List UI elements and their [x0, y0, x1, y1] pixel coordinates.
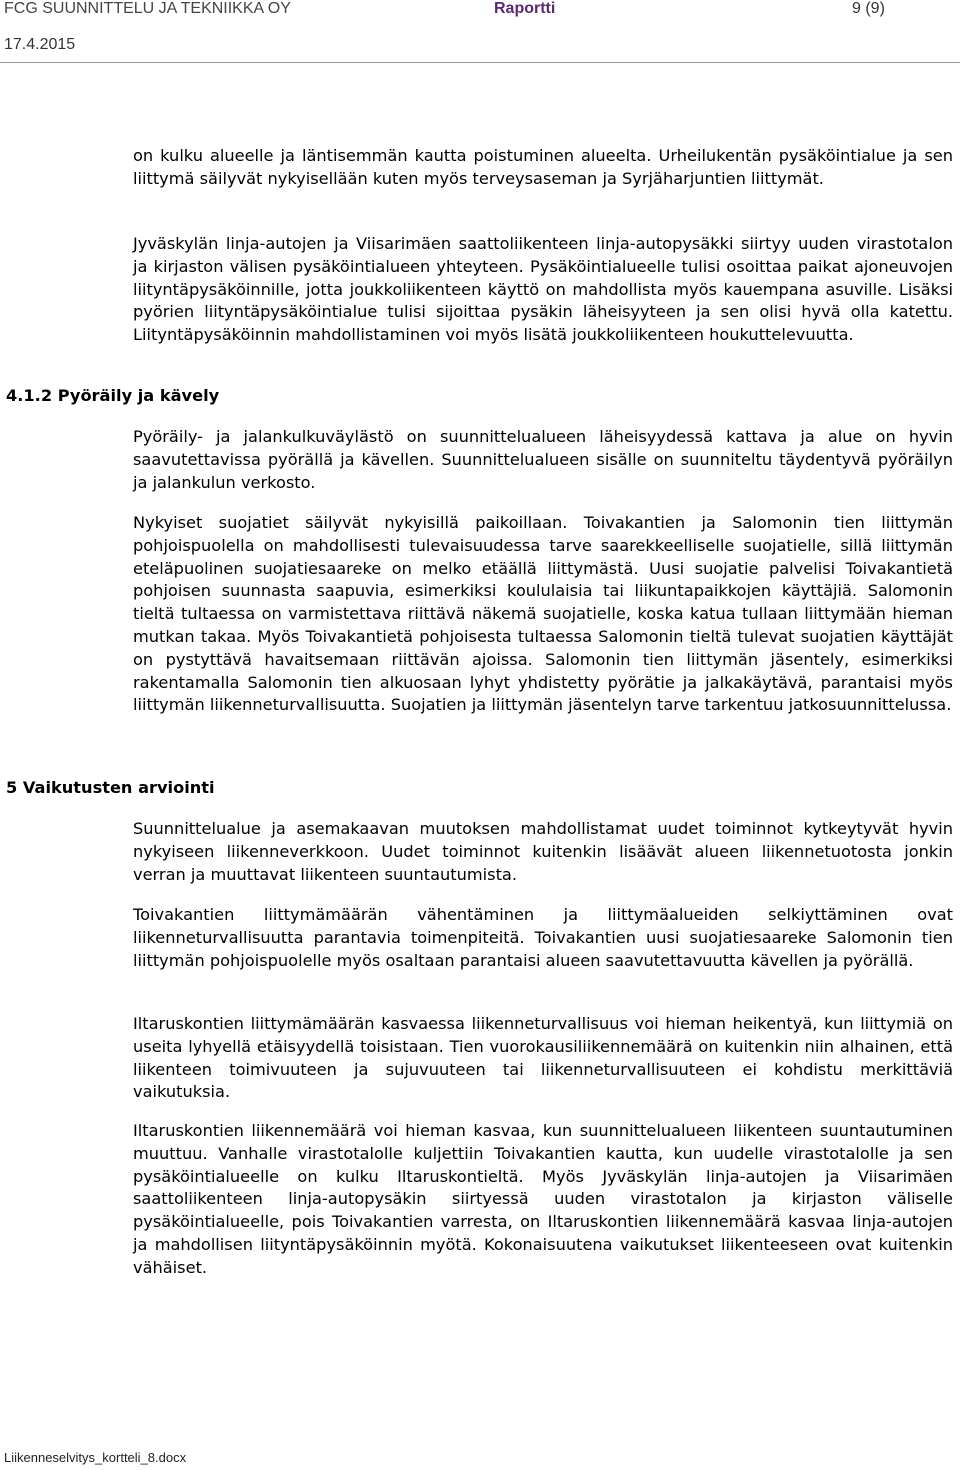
paragraph-iltaruskontie-junctions: Iltaruskontien liittymämäärän kasvaessa liikenneturvallisuus voi hieman heikentyä, kun liittymiä on useita lyhyellä etäisyydellä toisistaan. Tien vuorokausiliikennemäärä on kuitenkin niin alhainen, että liikenteen toimivuuteen ja sujuvuuteen tai liikenneturvallisuuteen ei kohdistu merkittäviä vaikutuksia.	[133, 1014, 953, 1102]
paragraph-crosswalks: Nykyiset suojatiet säilyvät nykyisillä paikoillaan. Toivakantien ja Salomonin tien liittymän pohjoispuolella on mahdollisesti tulevaisuudessa tarve saarekkeelliselle suojatielle, sillä liittymän eteläpuolinen suojatiesaareke on melko etäällä liittymästä. Uusi suojatie palvelisi Toivakantietä pohjoisen suunnasta saapuvia, esimerkiksi koululaisia tai liikuntapaikkojen käyttäjiä. Salomonin tieltä tultaessa on varmistettava riittävä näkemä suojatielle, koska katua tullaan liittymään hieman mutkan takaa. Myös Toivakantietä pohjoisesta tultaessa Salomonin tieltä tulevat suojatien käyttäjät on pystyttävä havaitsemaan riittävän ajoissa. Salomonin tien liittymän jäsentely, esimerkiksi rakentamalla Salomonin tien alkuosaan lyhyt yhdistetty pyörätie ja jalkakäytävä, parantaisi myös liittymän liikenneturvallisuutta. Suojatien ja liittymän jäsentelyn tarve tarkentuu jatkosuunnittelussa.	[133, 513, 953, 715]
page-header	[0, 0, 960, 24]
header-divider	[0, 62, 960, 63]
paragraph-parking-access: on kulku alueelle ja läntisemmän kautta poistuminen alueelta. Urheilukentän pysäköintialue ja sen liittymä säilyvät nykyisellään kuten myös terveysaseman ja Syrjäharjuntien liittymät.	[133, 146, 953, 188]
company-name: FCG SUUNNITTELU JA TEKNIIKKA OY	[4, 0, 291, 17]
paragraph-traffic-network: Suunnittelualue ja asemakaavan muutoksen mahdollistamat uudet toiminnot kytkeytyvät hyvin nykyiseen liikenneverkkoon. Uudet toiminnot kuitenkin lisäävät alueen liikennetuotosta jonkin verran ja muuttavat liikenteen suuntautumista.	[133, 819, 953, 884]
section-heading-impact-assessment: 5 Vaikutusten arviointi	[6, 778, 215, 797]
section-heading-cycling-walking: 4.1.2 Pyöräily ja kävely	[6, 386, 220, 405]
page-number: 9 (9)	[852, 0, 885, 17]
paragraph-cycling-network: Pyöräily- ja jalankulkuväylästö on suunnittelualueen läheisyydessä kattava ja alue on hyvin saavutettavissa pyörällä ja kävellen. Suunnittelualueen sisälle on suunniteltu täydentyvä pyöräilyn ja jalankulun verkosto.	[133, 427, 953, 492]
footer-filename: Liikenneselvitys_kortteli_8.docx	[4, 1450, 187, 1465]
paragraph-bus-stop: Jyväskylän linja-autojen ja Viisarimäen saattoliikenteen linja-autopysäkki siirtyy uuden virastotalon ja kirjaston välisen pysäköintialueen yhteyteen. Pysäköintialueelle tulisi osoittaa paikat ajoneuvojen liityntäpysäköinnille, jotta joukkoliikenteen käyttö on mahdollista myös kauempana asuville. Lisäksi pyörien liityntäpysäköintialue tulisi sijoittaa pysäkin läheisyyteen ja sen olisi hyvä olla katettu. Liityntäpysäköinnin mahdollistaminen voi myös lisätä joukkoliikenteen houkuttelevuutta.	[133, 234, 953, 345]
paragraph-toivakantie-safety: Toivakantien liittymämäärän vähentäminen ja liittymäalueiden selkiyttäminen ovat liikenneturvallisuutta parantavia toimenpiteitä. Toivakantien uusi suojatiesaareke Salomonin tien liittymän pohjoispuolelle myös osaltaan parantaisi alueen saavutettavuutta kävellen ja pyörällä.	[133, 905, 953, 970]
paragraph-iltaruskontie-volume: Iltaruskontien liikennemäärä voi hieman kasvaa, kun suunnittelualueen liikenteen suuntautuminen muuttuu. Vanhalle virastotalolle kuljettiin Toivakantien kautta, kun uudelle virastotalolle ja sen pysäköintialueelle on kulku Iltaruskontieltä. Myös Jyväskylän linja-autojen ja Viisarimäen saattoliikenteen linja-autopysäkin siirtyessä uuden virastotalon ja kirjaston väliselle pysäköintialueelle, pois Toivakantien varresta, on Iltaruskontien liikennemäärä kasvaa linja-autojen ja mahdollisen liityntäpysäköinnin myötä. Kokonaisuutena vaikutukset liikenteeseen ovat kuitenkin vähäiset.	[133, 1121, 953, 1277]
document-date: 17.4.2015	[4, 36, 76, 53]
document-type: Raportti	[494, 0, 556, 17]
